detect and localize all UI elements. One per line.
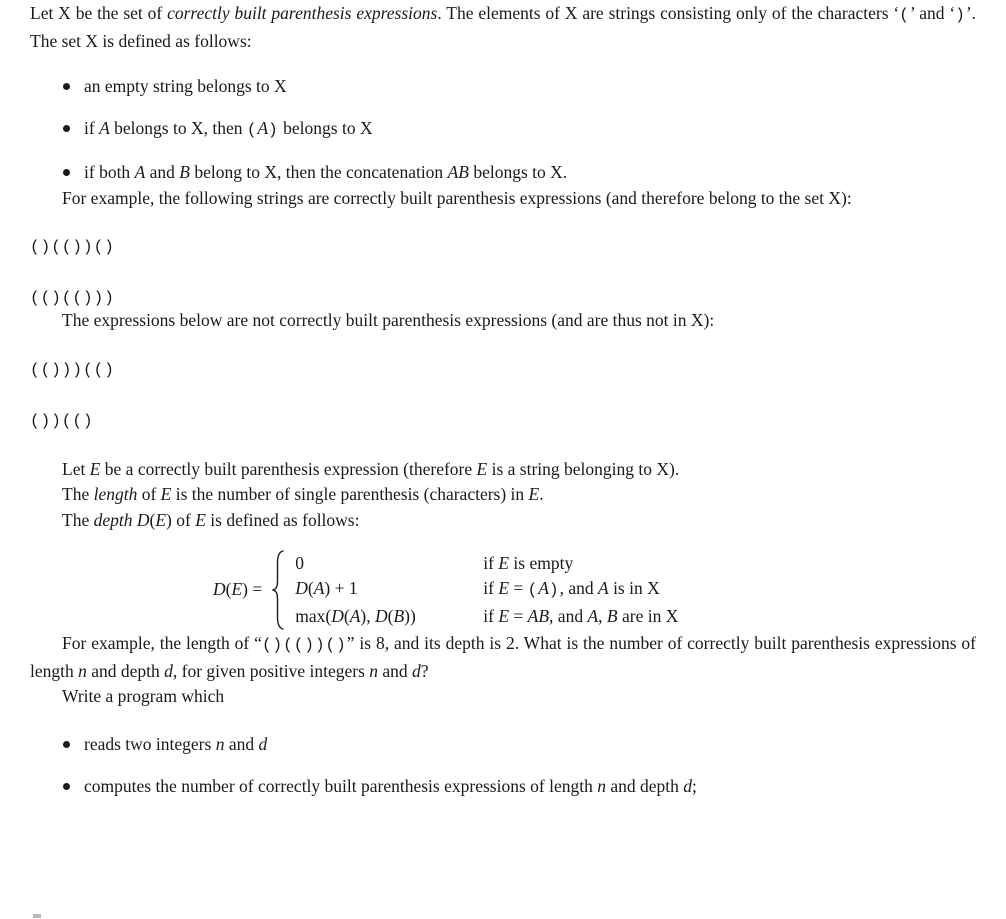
text-run: E — [195, 509, 206, 530]
depth-formula — [213, 549, 976, 631]
rule-item-empty-string — [63, 74, 976, 100]
text-run: A — [313, 578, 325, 599]
text-run: E — [89, 458, 101, 479]
text-run: belongs to X. — [468, 162, 568, 182]
text-run: , — [598, 605, 607, 626]
text-run: belongs to X — [278, 118, 373, 138]
text-run: A — [538, 578, 549, 599]
text-run: , and — [559, 578, 598, 599]
task-text — [84, 734, 267, 754]
rule-text — [84, 76, 287, 96]
text-run: AB — [447, 162, 469, 182]
text-run: d — [412, 660, 421, 681]
text-run: For example, the following strings are correctly built parenthesis expressions (and therefore belong to the set X): — [62, 187, 852, 208]
text-run: = — [509, 578, 528, 599]
text-run: , and — [549, 605, 588, 626]
text-run: n — [369, 660, 379, 681]
text-run: , for given positive integers — [172, 660, 370, 681]
bullet-icon — [63, 169, 70, 176]
example-question-paragraph — [30, 631, 976, 684]
text-run: and — [145, 162, 180, 182]
text-run: and depth — [605, 775, 684, 796]
text-run: Let — [62, 458, 90, 479]
bullet-icon — [63, 125, 70, 132]
text-run: d — [683, 775, 692, 796]
text-run: d — [258, 733, 268, 754]
text-run: The expressions below are not correctly built parenthesis expressions (and are thus not in X): — [62, 310, 715, 330]
text-run: B — [179, 162, 190, 182]
text-run: computes the number of correctly built parenthesis expressions of length — [84, 775, 598, 796]
text-run: an empty string belongs to X — [84, 76, 287, 96]
text-run: n — [215, 733, 225, 754]
text-run: belong to X, then the concatenation — [190, 162, 448, 182]
text-run: if both — [84, 162, 135, 182]
text-run: ( — [225, 579, 232, 600]
text-run: and — [224, 733, 259, 754]
task-item-read-input — [63, 732, 976, 758]
text-run: if — [483, 552, 499, 573]
depth-definition-line — [30, 482, 976, 508]
text-run: ’. The set X is defined as follows: — [30, 3, 977, 51]
text-run: A — [134, 162, 146, 182]
case-condition — [483, 604, 678, 630]
text-run: E — [498, 578, 510, 599]
text-run: ( — [307, 578, 314, 599]
case-expression — [295, 551, 483, 577]
text-run: ; — [691, 775, 697, 796]
text-run: The — [62, 484, 94, 504]
text-run: A — [99, 118, 110, 138]
text-run: d — [164, 660, 173, 681]
text-run: B — [606, 605, 618, 626]
task-item-compute — [63, 774, 976, 800]
bullet-icon — [63, 783, 70, 790]
text-run: is in X — [608, 578, 660, 599]
text-run: ()(())() — [261, 636, 347, 654]
depth-definition-line — [30, 457, 976, 483]
text-run: D — [331, 605, 344, 626]
text-run: The — [62, 509, 94, 530]
text-run: depth D — [93, 509, 150, 530]
program-tasks-list — [63, 732, 976, 800]
incorrect-examples-intro — [30, 308, 976, 334]
text-run: For example, the length of “ — [62, 633, 262, 653]
case-condition — [483, 551, 678, 577]
text-run: ? — [420, 660, 429, 681]
text-run: of — [137, 484, 161, 504]
text-run: ( — [343, 605, 350, 626]
text-run: AB — [527, 605, 550, 626]
text-run: = — [509, 605, 528, 626]
text-run: ) + 1 — [324, 578, 358, 599]
text-run: is empty — [509, 552, 574, 573]
text-run: ( — [899, 6, 910, 24]
text-run: A — [597, 578, 609, 599]
text-run: E — [160, 484, 172, 504]
case-condition — [483, 576, 678, 604]
text-run: ( — [387, 605, 394, 626]
correct-examples-intro — [30, 186, 976, 212]
text-run: ’ and ‘ — [909, 3, 956, 23]
text-run: . — [539, 484, 544, 504]
paren-expression-correct-1: ()(())() — [30, 238, 115, 256]
text-run: E — [498, 605, 510, 626]
text-run: if — [483, 605, 499, 626]
depth-definition-block — [30, 457, 976, 534]
cases-brace-icon — [271, 549, 285, 631]
text-run: B — [393, 605, 405, 626]
text-run: A — [587, 605, 599, 626]
text-run: Write a program which — [62, 686, 225, 706]
write-program-paragraph — [30, 684, 976, 710]
text-run: ) — [955, 6, 966, 24]
text-run: reads two integers — [84, 733, 216, 754]
text-run: are in X — [617, 605, 679, 626]
text-run: D — [213, 579, 226, 600]
rule-item-concatenation — [63, 160, 976, 186]
text-run: )) — [404, 605, 416, 626]
text-run: if — [84, 118, 100, 138]
text-run: and depth — [86, 660, 165, 681]
text-run: E — [528, 484, 540, 504]
paren-expression-correct-2: (()(())) — [30, 289, 115, 307]
definition-rules-list — [63, 74, 976, 186]
text-run: Let X be the set of — [30, 3, 168, 23]
formula-cases-table — [295, 551, 678, 630]
rule-text — [84, 162, 567, 182]
case-expression — [295, 576, 483, 604]
text-run: D — [374, 605, 388, 626]
depth-definition-line — [30, 508, 976, 534]
task-text — [84, 776, 697, 796]
text-run: 0 — [295, 552, 304, 573]
bullet-icon — [63, 741, 70, 748]
rule-text — [84, 118, 373, 138]
text-run: ” is 8, and its depth is 2. What is the number of correctly built parenthesis expressions of length — [30, 633, 976, 681]
text-run: E — [498, 552, 510, 573]
text-run: ), — [360, 605, 375, 626]
text-run: n — [78, 660, 87, 681]
text-run: . The elements of X are strings consisting only of the characters ‘ — [437, 3, 900, 23]
text-run: D — [295, 578, 308, 599]
text-run: if — [483, 578, 499, 599]
intro-paragraph — [30, 1, 976, 54]
rule-item-wrap — [63, 116, 976, 144]
text-run: A — [349, 605, 361, 626]
text-run: length — [93, 484, 138, 504]
text-run: ) — [548, 581, 560, 600]
text-run: correctly built parenthesis expressions — [167, 3, 438, 23]
text-run: E — [231, 579, 243, 600]
text-run: ) = — [242, 579, 263, 600]
cutoff-next-line-glyph — [33, 914, 41, 918]
text-run: A — [257, 118, 269, 138]
paren-expression-incorrect-2: ())(() — [30, 411, 94, 430]
text-run: ) of — [166, 509, 196, 530]
text-run: ( — [246, 121, 258, 139]
paren-expression-incorrect-1: (()))(() — [30, 360, 115, 379]
text-run: E — [155, 509, 167, 530]
text-run: is the number of single parenthesis (characters) in — [171, 484, 529, 504]
bullet-icon — [63, 83, 70, 90]
text-run: and — [378, 660, 413, 681]
text-run: is defined as follows: — [205, 509, 360, 530]
text-run: ( — [149, 509, 156, 530]
text-run: n — [597, 775, 606, 796]
text-run: ) — [268, 121, 279, 139]
text-run: belongs to X, then — [109, 118, 247, 138]
text-run: max( — [295, 605, 332, 626]
text-run: is a string belonging to X). — [487, 458, 680, 479]
text-run: ( — [527, 581, 539, 600]
text-run: E — [476, 458, 488, 479]
formula-lhs — [213, 577, 262, 603]
case-expression — [295, 604, 483, 630]
text-run: be a correctly built parenthesis expression (therefore — [100, 458, 477, 479]
